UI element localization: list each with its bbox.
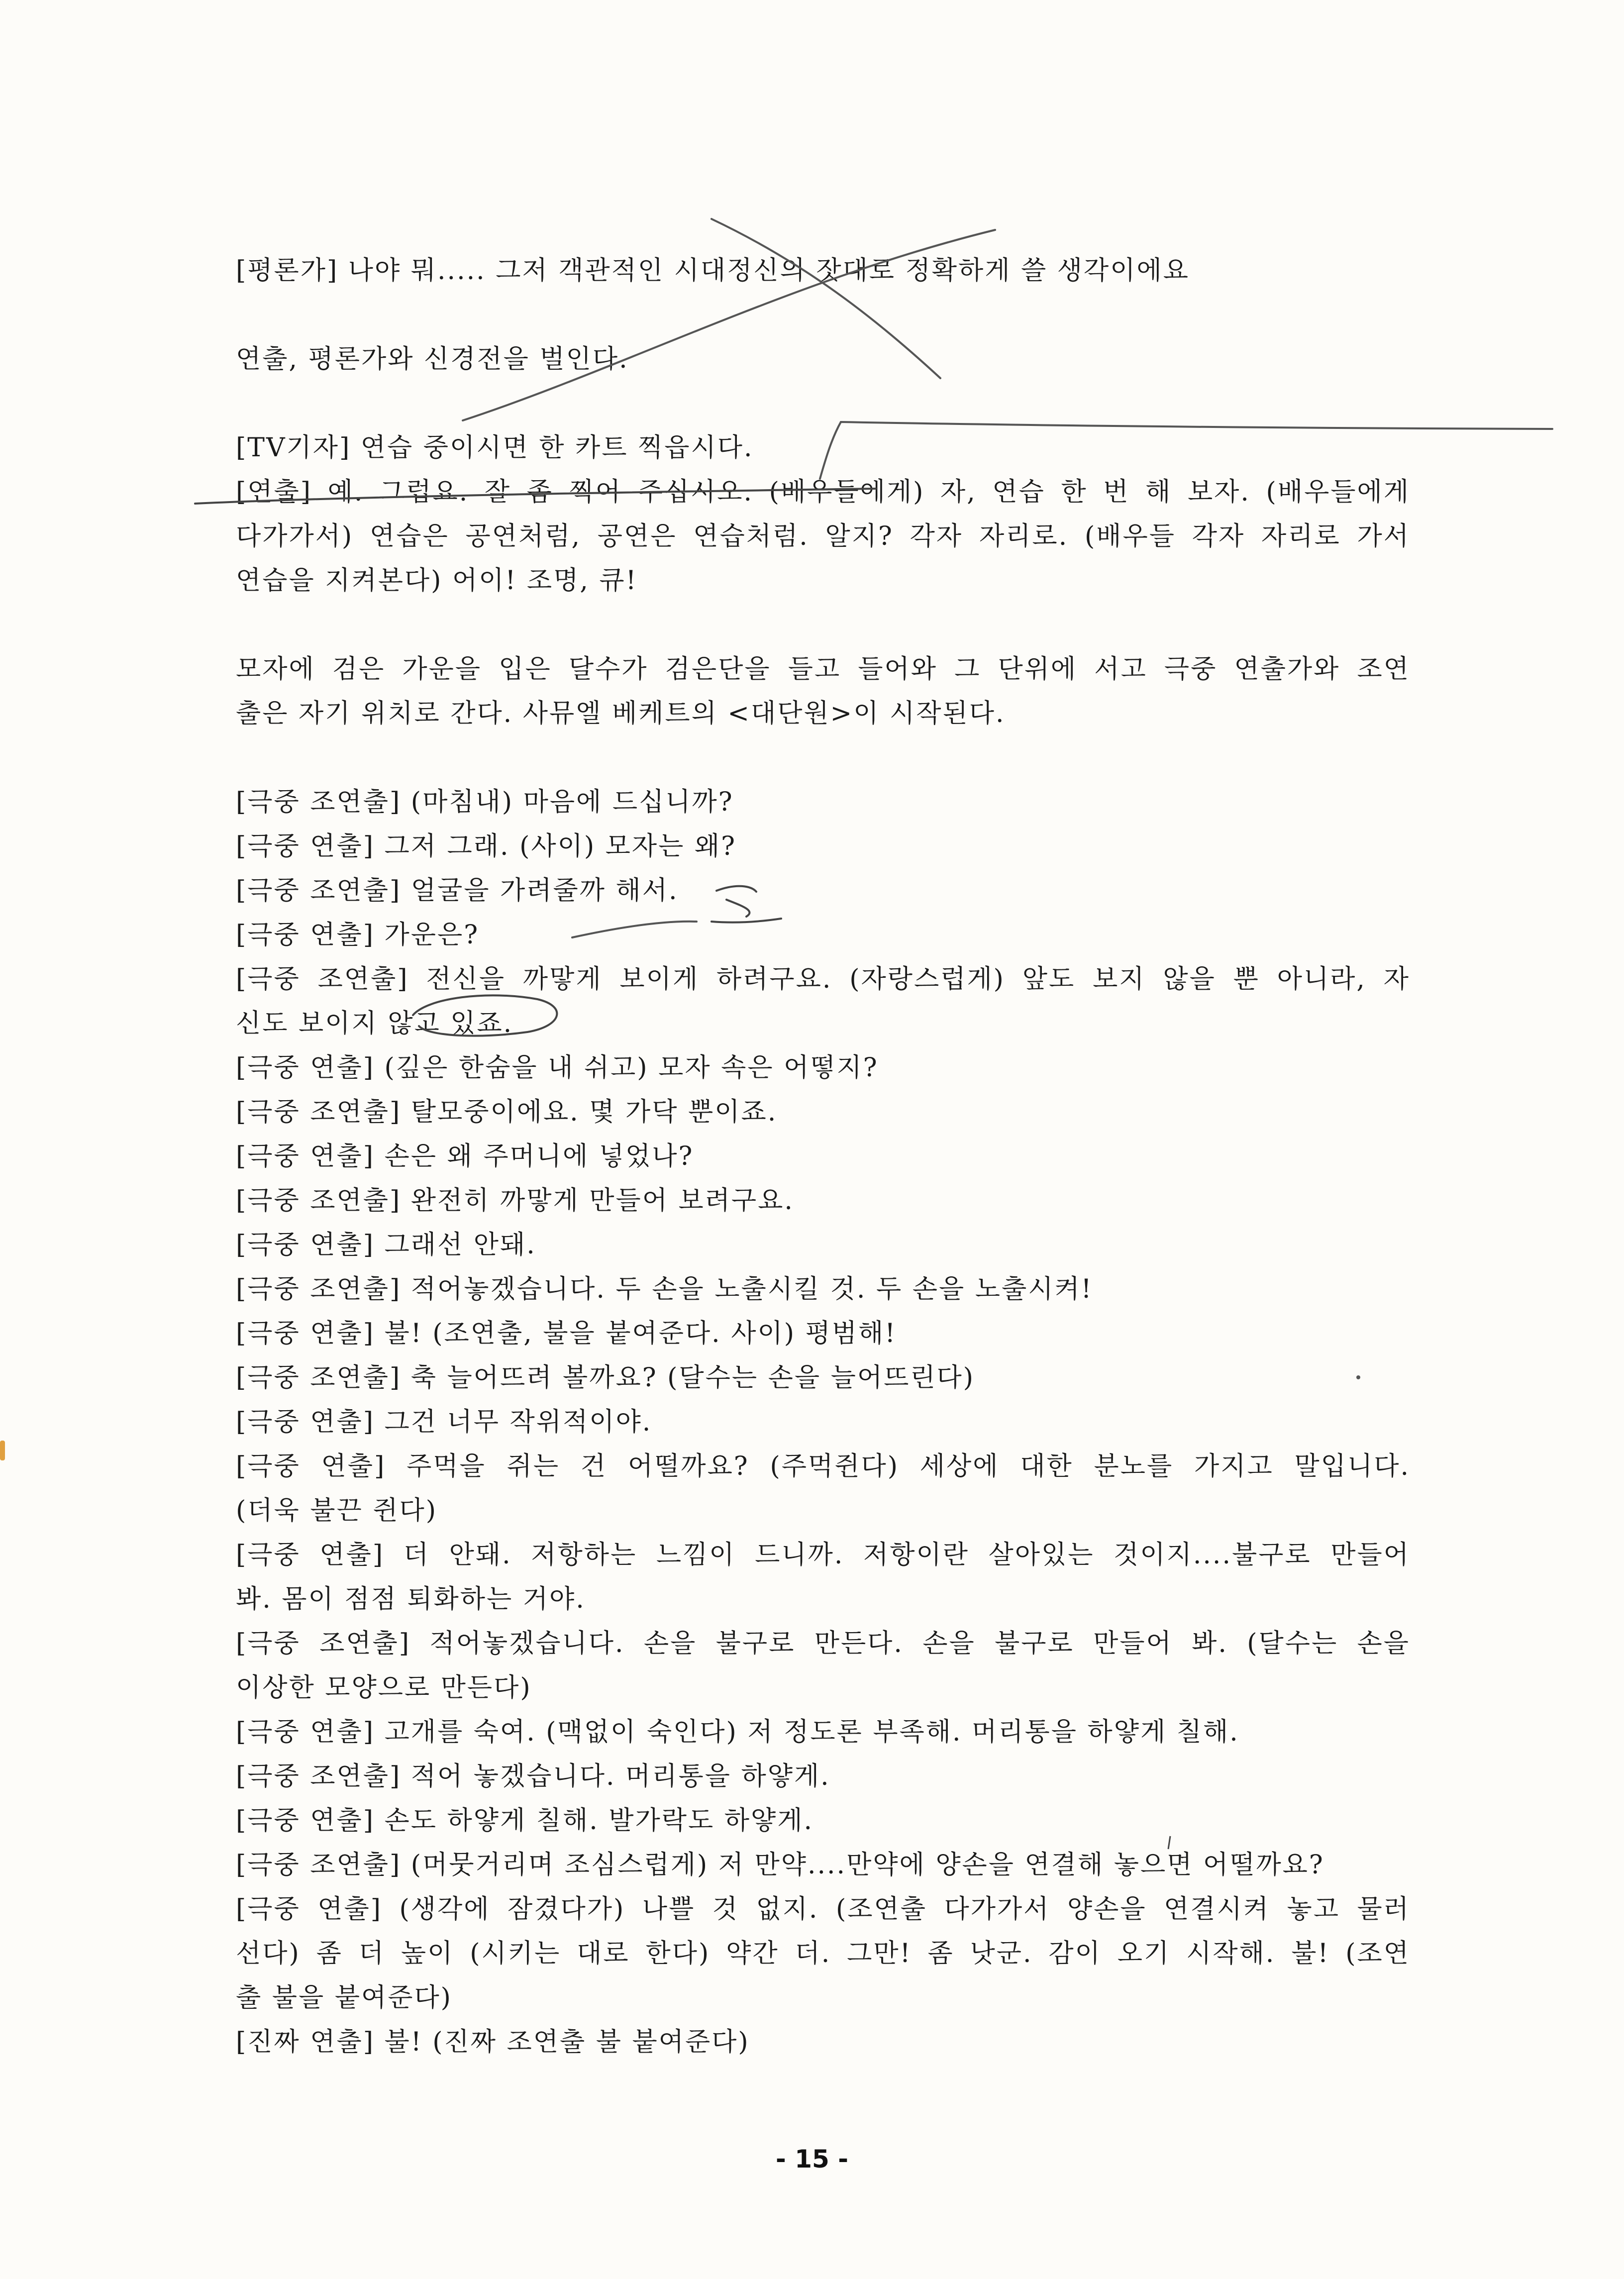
script-line: [극중 연출] 주먹을 쥐는 건 어떨까요? (주먹쥔다) 세상에 대한 분노를 가지고 말입니다. bbox=[236, 1451, 1410, 1481]
script-line: [극중 조연출] 완전히 까맣게 만들어 보려구요. bbox=[236, 1186, 794, 1216]
script-line: [극중 조연출] 얼굴을 가려줄까 해서. bbox=[236, 876, 679, 906]
blank-line bbox=[236, 736, 1410, 780]
script-line: [극중 연출] 가운은? bbox=[236, 920, 480, 950]
script-line: 출은 자기 위치로 간다. 사뮤엘 베케트의 <대단원>이 시작된다. bbox=[236, 699, 1006, 728]
script-line: 출 불을 붙여준다) bbox=[236, 1983, 452, 2013]
script-line: 이상한 모양으로 만든다) bbox=[236, 1673, 532, 1703]
script-line: 모자에 검은 가운을 입은 달수가 검은단을 들고 들어와 그 단위에 서고 극중 연출가와 조연 bbox=[236, 654, 1410, 684]
script-line: 봐. 몸이 점점 퇴화하는 거야. bbox=[236, 1584, 586, 1614]
script-line: 신도 보이지 않고 있죠. bbox=[236, 1009, 513, 1038]
script-line: [극중 연출] 손은 왜 주머니에 넣었나? bbox=[236, 1141, 694, 1171]
script-line: [극중 조연출] 탈모중이에요. 몇 가닥 뿐이죠. bbox=[236, 1097, 778, 1127]
script-line: [극중 연출] (깊은 한숨을 내 쉬고) 모자 속은 어떻지? bbox=[236, 1053, 879, 1083]
script-line: [진짜 연출] 불! (진짜 조연출 불 붙여준다) bbox=[236, 2027, 750, 2057]
script-line: [극중 연출] 고개를 숙여. (맥없이 숙인다) 저 정도론 부족해. 머리통을 하얗게 칠해. bbox=[236, 1717, 1239, 1747]
script-line: [연출] 예. 그럽요. 잘 좀 찍어 주십시오. (배우들에게) 자, 연습 한 번 해 보자. (배우들에게 bbox=[236, 477, 1410, 507]
script-line: [극중 조연출] 전신을 까맣게 보이게 하려구요. (자랑스럽게) 앞도 보지 않을 뿐 아니라, 자 bbox=[236, 964, 1410, 994]
script-line: [극중 조연출] 축 늘어뜨려 볼까요? (달수는 손을 늘어뜨린다) bbox=[236, 1363, 975, 1393]
script-line: 선다) 좀 더 높이 (시키는 대로 한다) 약간 더. 그만! 좀 낫군. 감이 오기 시작해. 불! (조연 bbox=[236, 1939, 1410, 1968]
script-line: 다가가서) 연습은 공연처럼, 공연은 연습처럼. 알지? 각자 자리로. (배우들 각자 자리로 가서 bbox=[236, 521, 1410, 551]
script-line: [TV기자] 연습 중이시면 한 카트 찍읍시다. bbox=[236, 433, 754, 463]
script-line: [극중 연출] 더 안돼. 저항하는 느낌이 드니까. 저항이란 살아있는 것이지....불구로 만들어 bbox=[236, 1540, 1410, 1570]
script-line: [극중 연출] 그래선 안돼. bbox=[236, 1230, 536, 1260]
script-line: 연출, 평론가와 신경전을 벌인다. bbox=[236, 344, 629, 374]
script-line: [극중 연출] 손도 하얗게 칠해. 발가락도 하얗게. bbox=[236, 1806, 813, 1836]
edge-speck bbox=[0, 1441, 5, 1460]
script-line: [극중 조연출] 적어놓겠습니다. 두 손을 노출시킬 것. 두 손을 노출시켜! bbox=[236, 1274, 1093, 1304]
script-line: [극중 조연출] 적어놓겠습니다. 손을 불구로 만든다. 손을 불구로 만들어 봐. (달수는 손을 bbox=[236, 1629, 1410, 1658]
page-number: - 15 - bbox=[776, 2145, 848, 2174]
blank-line bbox=[236, 382, 1410, 426]
blank-line bbox=[236, 603, 1410, 647]
script-body bbox=[236, 249, 1410, 2065]
script-line: (더욱 불끈 쥔다) bbox=[236, 1496, 438, 1526]
script-line: [극중 연출] (생각에 잠겼다가) 나쁠 것 없지. (조연출 다가가서 양손을 연결시켜 놓고 물러 bbox=[236, 1894, 1410, 1924]
script-line: [평론가] 나야 뭐..... 그저 객관적인 시대정신의 잣대로 정확하게 쓸 생각이에요 bbox=[236, 256, 1190, 286]
blank-line bbox=[236, 293, 1410, 337]
script-line: [극중 연출] 그건 너무 작위적이야. bbox=[236, 1407, 652, 1437]
script-line: 연습을 지켜본다) 어이! 조명, 큐! bbox=[236, 566, 638, 596]
script-line: [극중 조연출] 적어 놓겠습니다. 머리통을 하얗게. bbox=[236, 1761, 830, 1791]
script-line: [극중 연출] 불! (조연출, 불을 붙여준다. 사이) 평범해! bbox=[236, 1319, 897, 1348]
script-line: [극중 연출] 그저 그래. (사이) 모자는 왜? bbox=[236, 831, 736, 861]
script-line: [극중 조연출] (머뭇거리며 조심스럽게) 저 만약....만약에 양손을 연결해 놓으면 어떨까요? bbox=[236, 1850, 1324, 1880]
script-line: [극중 조연출] (마침내) 마음에 드십니까? bbox=[236, 787, 734, 817]
